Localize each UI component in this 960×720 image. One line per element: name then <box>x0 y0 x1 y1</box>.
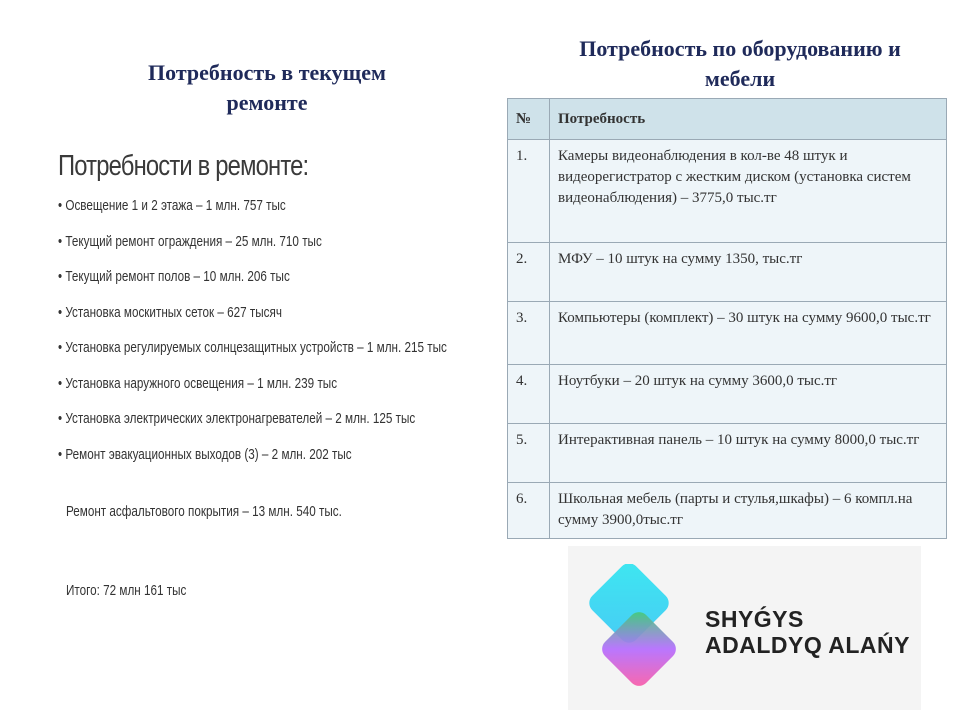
row-text: Компьютеры (комплект) – 30 штук на сумму 9600,0 тыс.тг <box>550 302 947 365</box>
list-item: • Установка наружного освещения – 1 млн. 239 тыс <box>58 373 401 409</box>
table-row <box>508 243 947 302</box>
logo-wordmark <box>705 606 910 658</box>
row-text: Ноутбуки – 20 штук на сумму 3600,0 тыс.тг <box>550 365 947 424</box>
left-title: Потребность в текущем ремонте <box>148 60 386 115</box>
logo-line-1: SHYǴYS <box>705 606 804 632</box>
list-item: • Текущий ремонт ограждения – 25 млн. 710 тыс <box>58 231 401 267</box>
equipment-table <box>507 98 947 539</box>
list-item: • Установка москитных сеток – 627 тысяч <box>58 302 401 338</box>
total-line: Итого: 72 млн 161 тыс <box>66 582 187 599</box>
row-text: Школьная мебель (парты и стулья,шкафы) – 6 компл.на сумму 3900,0тыс.тг <box>550 483 947 539</box>
header-need: Потребность <box>550 99 947 140</box>
header-number: № <box>508 99 550 140</box>
asphalt-repair-line: Ремонт асфальтового покрытия – 13 млн. 540 тыс. <box>66 503 342 520</box>
row-text: МФУ – 10 штук на сумму 1350, тыс.тг <box>550 243 947 302</box>
row-number: 1. <box>508 140 550 243</box>
list-item: • Текущий ремонт полов – 10 млн. 206 тыс <box>58 266 401 302</box>
row-number: 4. <box>508 365 550 424</box>
list-item: • Освещение 1 и 2 этажа – 1 млн. 757 тыс <box>58 195 401 231</box>
table-header-row <box>508 99 947 140</box>
table-row <box>508 302 947 365</box>
row-number: 2. <box>508 243 550 302</box>
row-number: 5. <box>508 424 550 483</box>
logo-line-2: ADALDYQ ALAŃY <box>705 632 910 658</box>
row-number: 3. <box>508 302 550 365</box>
list-item: • Установка регулируемых солнцезащитных устройств – 1 млн. 215 тыс <box>58 337 401 373</box>
table-row <box>508 365 947 424</box>
row-text: Интерактивная панель – 10 штук на сумму 8000,0 тыс.тг <box>550 424 947 483</box>
repair-list <box>58 195 498 479</box>
table-row <box>508 140 947 243</box>
table-row <box>508 424 947 483</box>
right-title: Потребность по оборудованию и мебели <box>579 36 901 91</box>
repair-needs-block <box>58 150 498 599</box>
row-text: Камеры видеонаблюдения в кол-ве 48 штук и видеорегистратор с жестким диском (установка систем видеонаблюдения) – 3775,0 тыс.тг <box>550 140 947 243</box>
logo-card <box>568 546 921 710</box>
repair-heading: Потребности в ремонте: <box>58 150 309 182</box>
list-item: • Установка электрических электронагревателей – 2 млн. 125 тыс <box>58 408 401 444</box>
list-item: • Ремонт эвакуационных выходов (3) – 2 млн. 202 тыс <box>58 444 401 480</box>
table-row <box>508 483 947 539</box>
logo-icon <box>584 564 688 692</box>
row-number: 6. <box>508 483 550 539</box>
